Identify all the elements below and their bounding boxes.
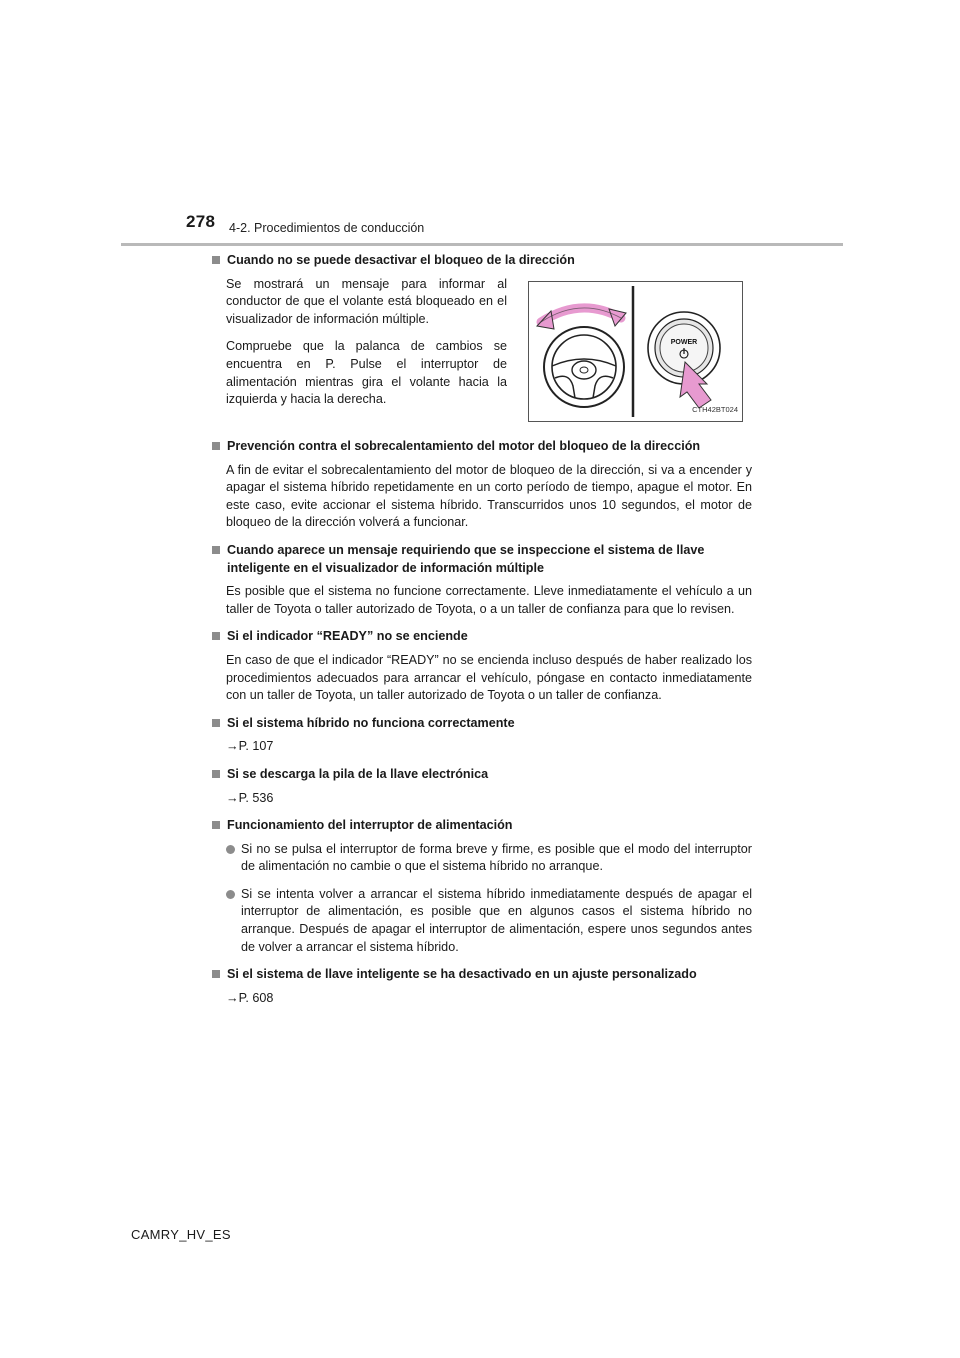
paragraph: Es posible que el sistema no funcione correctamente. Lleve inmediatamente el vehículo a un taller de Toyota o taller autorizado de Toyota, o a un taller de confianza para que lo revisen. — [226, 584, 752, 616]
page-number: 278 — [186, 212, 216, 231]
square-bullet-icon — [212, 970, 220, 978]
figure-code: CTH42BT024 — [692, 405, 738, 415]
steering-wheel-icon — [529, 282, 742, 421]
svg-text:POWER: POWER — [670, 339, 698, 346]
square-bullet-icon — [212, 821, 220, 829]
square-bullet-icon — [212, 546, 220, 554]
chapter-section-title: 4-2. Procedimientos de conducción — [229, 221, 425, 235]
square-bullet-icon — [212, 719, 220, 727]
list-item: Si no se pulsa el interruptor de forma breve y firme, es posible que el modo del interruptor de alimentación no cambie o que el sistema híbrido no arranque. — [212, 841, 752, 876]
square-bullet-icon — [212, 632, 220, 640]
page-reference[interactable]: →P. 536 — [226, 790, 274, 805]
section-heading: Cuando aparece un mensaje requiriendo que se inspeccione el sistema de llave inteligente en el visualizador de información múltiple — [212, 542, 752, 577]
paragraph: A fin de evitar el sobrecalentamiento del motor de bloqueo de la dirección, si va a encender y apagar el sistema híbrido repetidamente en un corto período de tiempo, apague el motor. En este caso, evite accionar el sistema híbrido. Transcurridos unos 10 segundos, el motor de bloqueo de la dirección volverá a funcionar. — [226, 462, 752, 530]
section-power-switch — [212, 817, 752, 956]
steering-wheel-power-illustration — [528, 281, 743, 422]
section-smart-key-message — [212, 542, 752, 618]
page-content — [212, 252, 752, 1017]
round-bullet-icon — [226, 890, 235, 899]
footer-model-code: CAMRY_HV_ES — [131, 1227, 231, 1242]
section-heading: Si el indicador “READY” no se enciende — [212, 628, 752, 646]
section-heading: Si se descarga la pila de la llave electrónica — [212, 766, 752, 784]
section-key-battery — [212, 766, 752, 807]
paragraph: En caso de que el indicador “READY” no se encienda incluso después de haber realizado los procedimientos adecuados para arrancar el vehículo, póngase en contacto inmediatamente con un taller de Toyota, un taller autorizado de Toyota o un taller de confianza. — [226, 652, 752, 703]
round-bullet-icon — [226, 845, 235, 854]
section-heading: Si el sistema de llave inteligente se ha desactivado en un ajuste personalizado — [212, 966, 752, 984]
section-ready-indicator — [212, 628, 752, 704]
section-heading: Si el sistema híbrido no funciona correctamente — [212, 715, 752, 733]
header-divider — [121, 243, 843, 246]
section-hybrid-malfunction — [212, 715, 752, 756]
section-smart-key-customization — [212, 966, 752, 1007]
square-bullet-icon — [212, 442, 220, 450]
square-bullet-icon — [212, 256, 220, 264]
list-item: Si se intenta volver a arrancar el sistema híbrido inmediatamente después de apagar el interruptor de alimentación, es posible que en algunos casos el sistema híbrido no arranque. Después de apagar el interruptor de alimentación, espere unos segundos antes de volver a arrancar el sistema híbrido. — [212, 886, 752, 956]
paragraph: Se mostrará un mensaje para informar al conductor de que el volante está bloqueado en el visualizador de información múltiple. — [226, 276, 507, 326]
section-overheat — [212, 438, 752, 532]
page-reference[interactable]: →P. 107 — [226, 739, 274, 754]
square-bullet-icon — [212, 770, 220, 778]
section-steering-lock — [212, 252, 752, 438]
page-reference[interactable]: →P. 608 — [226, 990, 274, 1005]
paragraph: Compruebe que la palanca de cambios se encuentra en P. Pulse el interruptor de alimentación mientras gira el volante hacia la izquierda y hacia la derecha. — [226, 339, 507, 407]
section-heading: Prevención contra el sobrecalentamiento del motor del bloqueo de la dirección — [212, 438, 752, 456]
section-heading: Cuando no se puede desactivar el bloqueo de la dirección — [212, 252, 752, 270]
section-heading: Funcionamiento del interruptor de alimentación — [212, 817, 752, 835]
